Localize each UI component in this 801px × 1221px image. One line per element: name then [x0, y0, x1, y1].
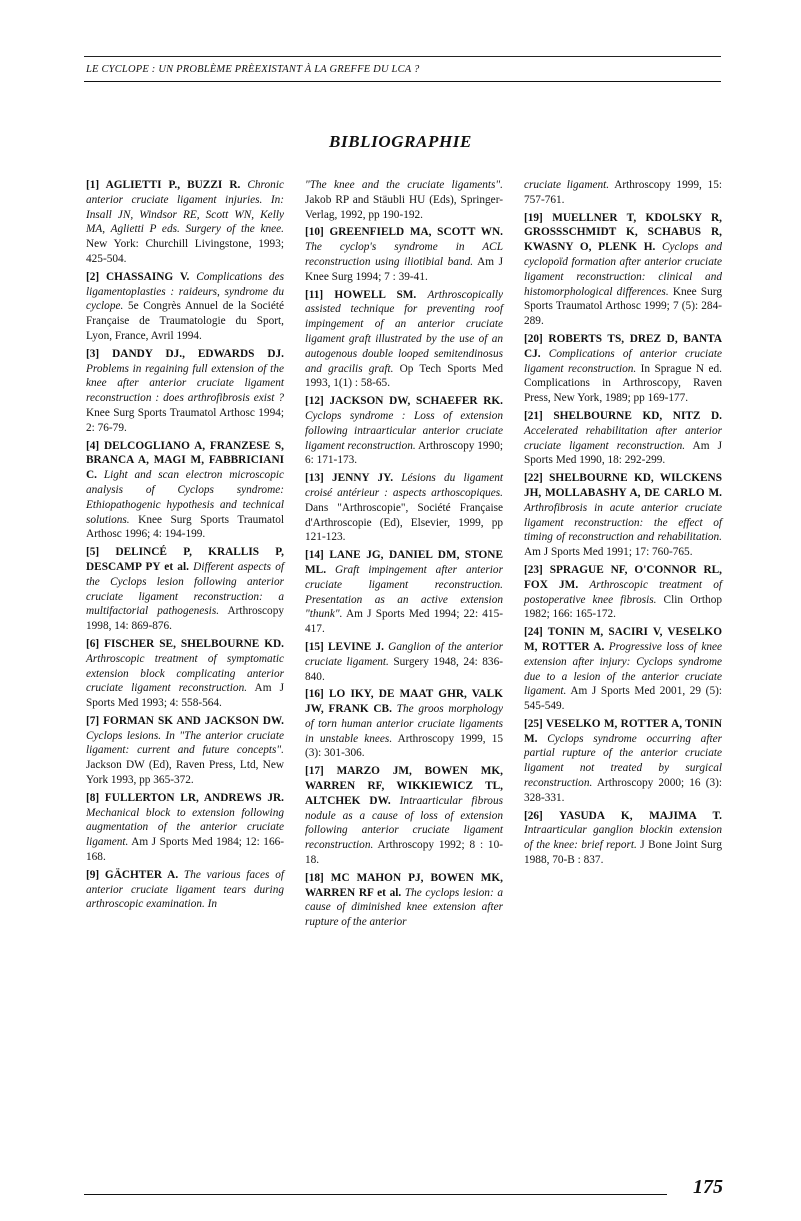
reference-source: Op Tech Sports Med 1993, 1(1) : 58-65.	[305, 362, 503, 390]
reference-authors: [25] VESELKO M, ROTTER A, TONIN M.	[524, 717, 722, 745]
reference-title: Arthroscopic treatment of postoperative knee fibrosis.	[524, 578, 723, 606]
reference-authors: [8] FULLERTON LR, ANDREWS JR.	[86, 791, 284, 804]
reference-title: Intraarticular ganglion blockin extension of the knee: brief report.	[524, 824, 722, 852]
reference-title: cruciate ligament.	[524, 179, 610, 191]
column-1	[86, 178, 284, 938]
reference-authors: [11] HOWELL SM.	[305, 288, 417, 301]
reference-title: Cyclops lesions. In "The anterior cruciate ligament: current and future concepts".	[86, 729, 284, 757]
reference-entry	[86, 714, 284, 788]
reference-title: Intraarticular fibrous nodule as a cause of loss of extension following anterior cruciate ligament reconstruction.	[305, 794, 504, 852]
reference-title: Chronic anterior cruciate ligament injuries. In: Insall JN, Windsor RE, Scott WN, Kelly MA, Aglietti P eds. Surgery of the knee.	[86, 179, 284, 236]
reference-source: Jackson DW (Ed), Raven Press, Ltd, New York 1993, pp 365-372.	[86, 759, 284, 787]
reference-entry	[86, 439, 284, 543]
reference-authors: [15] LEVINE J.	[305, 640, 384, 653]
reference-title: Ganglion of the anterior cruciate ligament.	[305, 640, 503, 668]
reference-entry	[524, 625, 722, 714]
reference-source: Am J Knee Surg 1994; 7 : 39-41.	[305, 255, 504, 283]
reference-authors: [12] JACKSON DW, SCHAEFER RK.	[305, 395, 503, 408]
reference-entry	[524, 409, 722, 468]
reference-authors: [21] SHELBOURNE KD, NITZ D.	[524, 409, 722, 422]
reference-source: Arthroscopy 1999, 15: 757-761.	[524, 179, 722, 206]
reference-authors: [14] LANE JG, DANIEL DM, STONE ML.	[305, 549, 503, 576]
reference-authors: [26] YASUDA K, MAJIMA T.	[524, 809, 722, 822]
reference-title: Accelerated rehabilitation after anterior cruciate ligament reconstruction.	[524, 424, 722, 452]
reference-source: Am J Sports Med 1984; 12: 166-168.	[86, 836, 284, 864]
reference-authors: [22] SHELBOURNE KD, WILCKENS JH, MOLLABASHY A, DE CARLO M.	[524, 472, 722, 499]
reference-entry	[305, 640, 503, 684]
reference-source: Knee Surg Sports Traumatol Arthosc 1999; 7 (5): 284-289.	[524, 285, 722, 328]
reference-source: In Sprague N ed. Complications in Arthroscopy, Raven Press, New York, 1989; pp 169-177.	[524, 362, 722, 405]
top-rule	[84, 56, 721, 57]
reference-authors: [20] ROBERTS TS, DREZ D, BANTA CJ.	[524, 332, 722, 360]
bibliography-columns	[86, 178, 722, 938]
reference-source: Arthroscopy 1990; 6: 171-173.	[305, 439, 504, 467]
reference-entry	[86, 270, 284, 344]
reference-authors: [10] GREENFIELD MA, SCOTT WN.	[305, 226, 503, 239]
reference-entry	[305, 764, 503, 868]
reference-entry	[524, 178, 722, 208]
reference-title: Cyclops syndrome occurring after partial rupture of the anterior cruciate ligament not treated by surgical reconstruction.	[524, 732, 723, 790]
reference-title: Mechanical block to extension following augmentation of the anterior cruciate ligament.	[86, 806, 284, 849]
reference-source: Arthroscopy 1998, 14: 869-876.	[86, 605, 284, 633]
reference-entry	[305, 288, 503, 392]
reference-entry	[305, 225, 503, 284]
reference-title: Light and scan electron microscopic analysis of Cyclops syndrome: Ethiopathogenic hypothesis and technical solutions.	[86, 469, 284, 526]
reference-entry	[86, 347, 284, 436]
reference-entry	[305, 871, 503, 930]
reference-title: "The knee and the cruciate ligaments".	[305, 179, 503, 191]
reference-entry	[86, 791, 284, 865]
reference-authors: [18] MC MAHON PJ, BOWEN MK, WARREN RF et al.	[305, 871, 503, 899]
reference-title: The cyclop's syndrome in ACL reconstruction using iliotibial band.	[305, 241, 503, 268]
reference-source: Jakob RP and Stäubli HU (Eds), Springer-Verlag, 1992, pp 190-192.	[305, 193, 503, 221]
reference-authors: [19] MUELLNER T, KDOLSKY R, GROSSSCHMIDT K, SCHABUS R, KWASNY O, PLENK H.	[524, 211, 722, 254]
reference-authors: [1] AGLIETTI P., BUZZI R.	[86, 179, 241, 191]
reference-source: Knee Surg Sports Traumatol Arthosc 1996; 4: 194-199.	[86, 513, 284, 541]
reference-authors: [4] DELCOGLIANO A, FRANZESE S, BRANCA A, MAGI M, FABBRICIANI C.	[86, 439, 284, 482]
reference-title: The various faces of anterior cruciate ligament tears during arthroscopic examination. In	[86, 868, 284, 911]
reference-source: Am J Sports Med 1994; 22: 415-417.	[305, 608, 503, 636]
reference-authors: [7] FORMAN SK AND JACKSON DW.	[86, 714, 284, 727]
reference-title: Arthroscopically assisted technique for preventing roof impingement of an anterior cruciate ligament graft illustrated by the use of an autogenous double looped semitendinosus and gracilis graft.	[305, 288, 504, 375]
reference-title: Arthroscopic treatment of symptomatic extension block complicating anterior cruciate ligament reconstruction.	[86, 652, 284, 695]
reference-source: Clin Orthop 1982; 166: 165-172.	[524, 593, 723, 621]
reference-title: Cyclops and cyclopoïd formation after anterior cruciate ligament reconstruction: clinical and histomorphological differences.	[524, 241, 722, 298]
reference-authors: [24] TONIN M, SACIRI V, VESELKO M, ROTTER A.	[524, 626, 722, 653]
reference-authors: [6] FISCHER SE, SHELBOURNE KD.	[86, 637, 284, 650]
reference-entry	[524, 211, 722, 329]
reference-entry	[305, 548, 503, 637]
reference-authors: [16] LO IKY, DE MAAT GHR, VALK JW, FRANK CB.	[305, 688, 503, 716]
reference-source: Arthroscopy 1999, 15 (3): 301-306.	[305, 732, 503, 760]
reference-source: 5e Congrès Annuel de la Société Française de Traumatologie du Sport, Lyon, France, Avril 1994.	[86, 300, 284, 342]
reference-title: Different aspects of the Cyclops lesion following anterior cruciate ligament reconstruction: a multifactorial pathogenesis.	[86, 560, 285, 618]
reference-title: Arthrofibrosis in acute anterior cruciate ligament reconstruction: the effect of timing of reconstruction and rehabilitation.	[524, 501, 722, 544]
reference-authors: [17] MARZO JM, BOWEN MK, WARREN RF, WIKKIEWICZ TL, ALTCHEK DW.	[305, 765, 503, 807]
reference-source: Knee Surg Sports Traumatol Arthosc 1994; 2: 76-79.	[86, 406, 284, 434]
reference-entry	[524, 809, 722, 868]
reference-entry	[305, 394, 503, 468]
reference-title: The groos morphology of torn human anterior cruciate ligaments in unstable knees.	[305, 703, 504, 745]
column-2	[305, 178, 503, 938]
reference-source: New York: Churchill Livingstone, 1993; 425-504.	[86, 238, 284, 265]
reference-authors: [5] DELINCÉ P, KRALLIS P, DESCAMP PY et al.	[86, 546, 284, 573]
footer-rule	[84, 1194, 667, 1195]
reference-authors: [2] CHASSAING V.	[86, 270, 190, 283]
reference-source: Surgery 1948, 24: 836-840.	[305, 655, 503, 683]
reference-source: J Bone Joint Surg 1988, 70-B : 837.	[524, 839, 723, 867]
reference-source: Dans "Arthroscopie", Société Française d'Arthroscopie (Ed), Elsevier, 1999, pp 121-123.	[305, 501, 503, 544]
reference-entry	[86, 178, 284, 267]
reference-authors: [9] GÄCHTER A.	[86, 868, 179, 881]
reference-entry	[524, 717, 722, 806]
reference-entry	[305, 471, 503, 545]
reference-source: Am J Sports Med 1991; 17: 760-765.	[524, 546, 693, 559]
reference-authors: [13] JENNY JY.	[305, 472, 394, 485]
reference-entry	[305, 687, 503, 761]
reference-authors: [3] DANDY DJ., EDWARDS DJ.	[86, 347, 284, 360]
reference-entry	[524, 471, 722, 560]
reference-source: Arthroscopy 2000; 16 (3): 328-331.	[524, 777, 723, 804]
reference-title: Lésions du ligament croisé antérieur : aspects arthoscopiques.	[305, 472, 503, 499]
reference-authors: [23] SPRAGUE NF, O'CONNOR RL, FOX JM.	[524, 563, 722, 591]
header-rule	[84, 81, 721, 82]
reference-source: Am J Sports Med 2001, 29 (5): 545-549.	[524, 685, 722, 713]
reference-source: Am J Sports Med 1993; 4: 558-564.	[86, 682, 284, 710]
reference-title: Problems in regaining full extension of the knee after anterior cruciate ligament reconstruction : does arthrofibrosis exist ?	[86, 362, 284, 405]
reference-title: Complications des ligamentoplasties : raideurs, syndrome du cyclope.	[86, 270, 284, 313]
section-title: BIBLIOGRAPHIE	[329, 132, 472, 151]
reference-source: Arthroscopy 1992; 8 : 10-18.	[305, 839, 503, 867]
reference-title: Cyclops syndrome : Loss of extension following intraarticular anterior cruciate ligament reconstruction.	[305, 409, 503, 452]
reference-title: Complications of anterior cruciate ligament reconstruction.	[524, 347, 722, 375]
running-head: LE CYCLOPE : UN PROBLÈME PRÈEXISTANT À LA GREFFE DU LCA ?	[86, 64, 420, 75]
reference-entry	[86, 868, 284, 912]
reference-title: Graft impingement after anterior cruciate ligament reconstruction. Presentation as an active extension "thunk".	[305, 563, 503, 621]
reference-entry	[86, 637, 284, 711]
reference-title: The cyclops lesion: a cause of diminished knee extension after rupture of the anterior	[305, 886, 504, 929]
reference-entry	[524, 563, 722, 622]
reference-entry	[86, 545, 284, 634]
reference-title: Progressive loss of knee extension after injury: Cyclops syndrome due to a lesion of the anterior cruciate ligament.	[524, 640, 723, 698]
column-3	[524, 178, 722, 938]
reference-source: Am J Sports Med 1990, 18: 292-299.	[524, 439, 722, 467]
page-number: 175	[693, 1176, 723, 1198]
reference-entry	[305, 178, 503, 222]
reference-entry	[524, 332, 722, 406]
